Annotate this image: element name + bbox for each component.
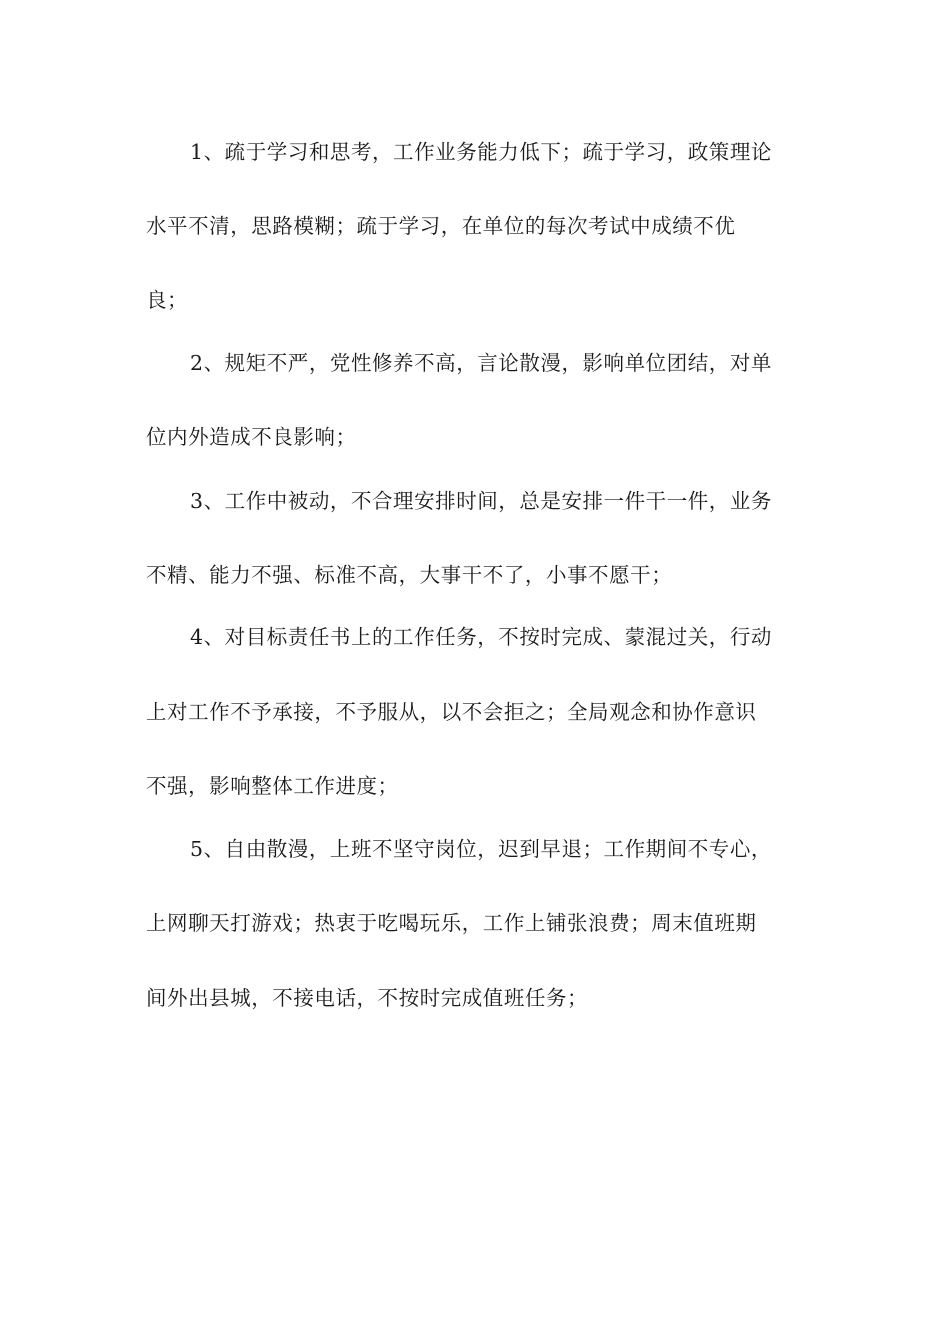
paragraph-5-line-1: 5、自由散漫，上班不坚守岗位，迟到早退；工作期间不专心， bbox=[190, 837, 772, 861]
paragraph-1-line-1: 1、疏于学习和思考，工作业务能力低下；疏于学习，政策理论 bbox=[190, 140, 772, 164]
paragraph-4-line-1: 4、对目标责任书上的工作任务，不按时完成、蒙混过关，行动 bbox=[190, 625, 772, 649]
paragraph-3-line-2: 不精、能力不强、标准不高，大事干不了，小事不愿干； bbox=[146, 563, 673, 587]
paragraph-5-line-2: 上网聊天打游戏；热衷于吃喝玩乐，工作上铺张浪费；周末值班期 bbox=[146, 911, 757, 935]
paragraph-1-line-2: 水平不清，思路模糊；疏于学习，在单位的每次考试中成绩不优 bbox=[146, 214, 736, 238]
paragraph-2-line-2: 位内外造成不良影响； bbox=[146, 425, 357, 449]
paragraph-1-line-3: 良； bbox=[146, 288, 189, 312]
paragraph-2-line-1: 2、规矩不严，党性修养不高，言论散漫，影响单位团结，对单 bbox=[190, 351, 772, 375]
paragraph-5-line-3: 间外出县城，不接电话，不按时完成值班任务； bbox=[146, 986, 589, 1010]
paragraph-4-line-3: 不强，影响整体工作进度； bbox=[146, 774, 399, 798]
paragraph-3-line-1: 3、工作中被动，不合理安排时间，总是安排一件干一件，业务 bbox=[190, 489, 772, 513]
paragraph-4-line-2: 上对工作不予承接，不予服从，以不会拒之；全局观念和协作意识 bbox=[146, 700, 757, 724]
